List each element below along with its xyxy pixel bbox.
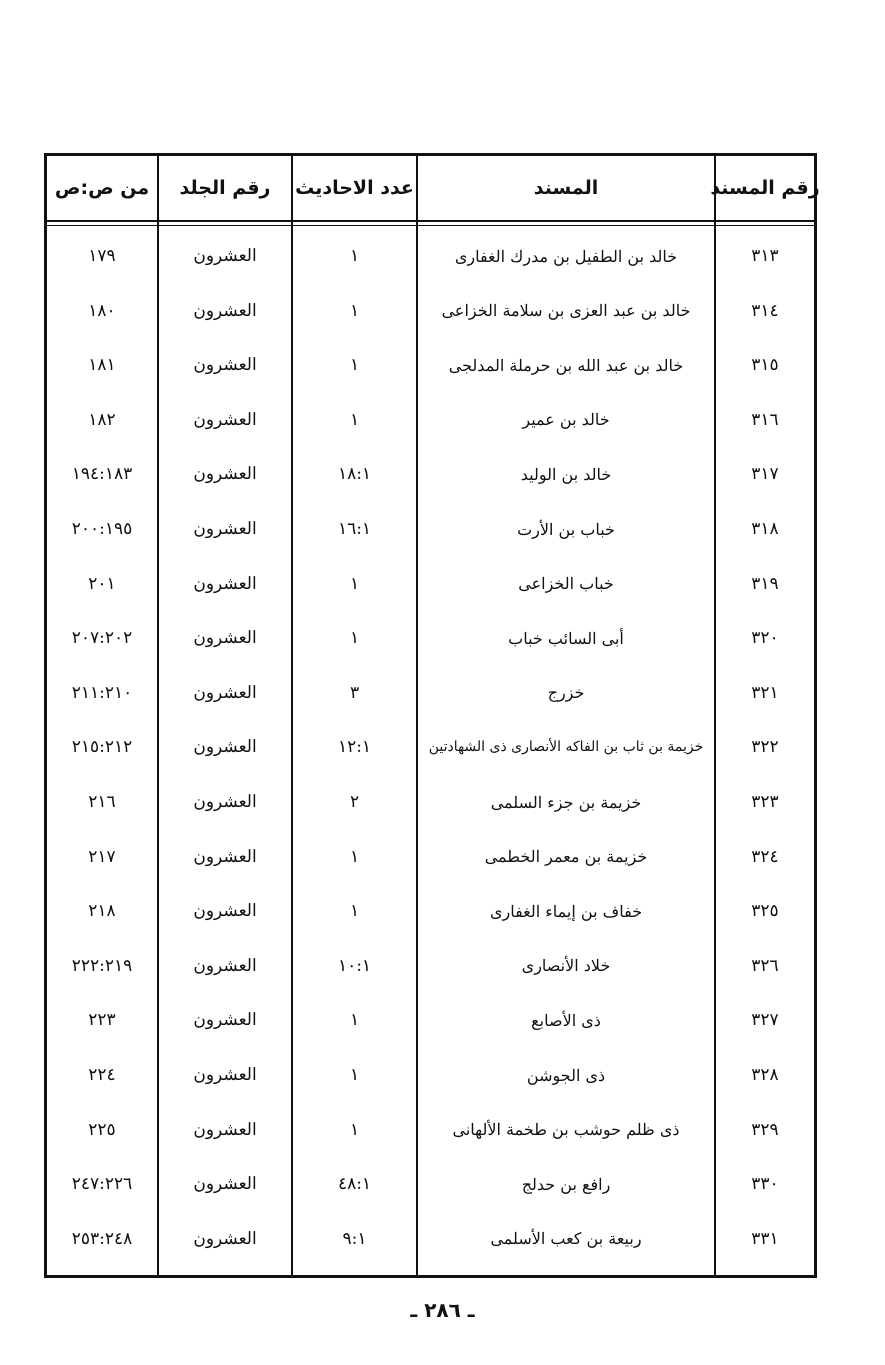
cell-pages: ١٩٤:١٨٣	[71, 464, 133, 485]
table-row	[47, 611, 814, 665]
cell-hadith-count: ١	[349, 355, 360, 376]
cell-musnad-number: ٣٢٦	[751, 955, 779, 976]
table-row	[47, 229, 814, 283]
table-row	[47, 502, 814, 556]
cell-musnad-number: ٣١٧	[751, 464, 779, 485]
cell-musnad: خلاد الأنصارى	[521, 956, 611, 976]
cell-hadith-count: ١٢:١	[337, 737, 372, 758]
cell-volume: العشرون	[193, 737, 257, 758]
cell-pages: ٢٢٣	[88, 1010, 116, 1031]
cell-musnad: خالد بن عبد الله بن حرملة المدلجى	[448, 355, 684, 375]
cell-pages: ٢١٦	[88, 792, 116, 812]
cell-hadith-count: ٣	[349, 682, 360, 703]
cell-hadith-count: ١	[349, 1010, 360, 1031]
cell-musnad: ذى الأصابع	[531, 1010, 601, 1030]
header-pages: من ص:ص	[54, 177, 150, 199]
cell-musnad: خباب بن الأرت	[517, 519, 615, 539]
table-row	[47, 1157, 814, 1211]
table-row	[47, 830, 814, 884]
table-row	[47, 338, 814, 392]
table-row	[47, 1212, 814, 1266]
cell-musnad-number: ٣١٩	[751, 573, 779, 594]
cell-volume: العشرون	[193, 1065, 257, 1085]
cell-volume: العشرون	[193, 355, 257, 376]
cell-musnad-number: ٣٣٠	[751, 1174, 779, 1195]
cell-pages: ٢١٧	[88, 846, 116, 867]
cell-hadith-count: ١٦:١	[337, 519, 372, 539]
cell-musnad-number: ٣١٥	[751, 355, 779, 376]
cell-musnad-number: ٣٢٠	[751, 628, 779, 649]
cell-pages: ٢١٨	[88, 901, 116, 922]
cell-volume: العشرون	[193, 573, 257, 594]
cell-pages: ٢٠١	[88, 573, 116, 594]
table-row	[47, 284, 814, 338]
musnad-index-table	[44, 153, 820, 1278]
cell-volume: العشرون	[193, 409, 257, 430]
table-row	[47, 720, 814, 774]
cell-musnad: رافع بن حدلج	[521, 1174, 611, 1194]
cell-volume: العشرون	[193, 901, 257, 922]
cell-musnad: خالد بن عمير	[522, 410, 610, 430]
table-row	[47, 666, 814, 720]
cell-musnad-number: ٣١٦	[751, 409, 779, 430]
cell-hadith-count: ١	[349, 409, 360, 430]
page-number: ـ ٢٨٦ ـ	[410, 1298, 475, 1322]
cell-musnad-number: ٣١٣	[751, 246, 779, 266]
cell-pages: ٢١١:٢١٠	[71, 682, 133, 703]
cell-pages: ٢٢٥	[88, 1119, 116, 1140]
table-row	[47, 939, 814, 993]
cell-volume: العشرون	[193, 1228, 257, 1249]
cell-musnad: خزيمة بن معمر الخطمى	[484, 847, 648, 867]
cell-volume: العشرون	[193, 628, 257, 649]
cell-pages: ١٧٩	[88, 246, 116, 266]
table-row	[47, 775, 814, 829]
cell-hadith-count: ١	[349, 901, 360, 922]
cell-musnad-number: ٣٢١	[751, 682, 779, 703]
cell-volume: العشرون	[193, 792, 257, 812]
cell-musnad: ذى ظلم حوشب بن طخمة الألهانى	[452, 1120, 680, 1140]
cell-musnad: خفاف بن إيماء الغفارى	[489, 901, 643, 921]
cell-hadith-count: ٤٨:١	[337, 1174, 372, 1195]
cell-pages: ١٨٠	[88, 300, 116, 321]
cell-musnad: ذى الجوشن	[526, 1065, 606, 1085]
cell-hadith-count: ٢	[349, 792, 360, 812]
cell-hadith-count: ١	[349, 573, 360, 594]
cell-musnad: أبى السائب خباب	[508, 628, 624, 648]
cell-volume: العشرون	[193, 1010, 257, 1031]
cell-volume: العشرون	[193, 682, 257, 703]
cell-volume: العشرون	[193, 246, 257, 266]
cell-pages: ٢٢٤	[88, 1065, 116, 1085]
cell-hadith-count: ١	[349, 1065, 360, 1085]
header-divider	[47, 220, 814, 222]
header-musnad: المسند	[533, 177, 599, 199]
table-row	[47, 884, 814, 938]
cell-pages: ٢٤٧:٢٢٦	[71, 1174, 133, 1195]
header-musnad-number: رقم المسند	[710, 177, 820, 199]
cell-pages: ٢٠٠:١٩٥	[71, 519, 133, 539]
cell-musnad-number: ٣١٨	[751, 519, 779, 539]
cell-volume: العشرون	[193, 300, 257, 321]
cell-hadith-count: ١	[349, 628, 360, 649]
cell-pages: ١٨١	[88, 355, 116, 376]
cell-volume: العشرون	[193, 519, 257, 539]
table-row	[47, 1048, 814, 1102]
cell-pages: ٢٢٢:٢١٩	[71, 955, 133, 976]
cell-musnad-number: ٣٢٢	[751, 737, 779, 758]
cell-hadith-count: ١	[349, 1119, 360, 1140]
cell-musnad-number: ٣٢٨	[751, 1065, 779, 1085]
cell-volume: العشرون	[193, 464, 257, 485]
cell-volume: العشرون	[193, 846, 257, 867]
cell-pages: ٢١٥:٢١٢	[71, 737, 133, 758]
cell-pages: ٢٠٧:٢٠٢	[71, 628, 133, 649]
cell-musnad-number: ٣١٤	[751, 300, 779, 321]
cell-musnad-number: ٣٢٥	[751, 901, 779, 922]
cell-pages: ٢٥٣:٢٤٨	[71, 1228, 133, 1249]
cell-volume: العشرون	[193, 955, 257, 976]
cell-pages: ١٨٢	[88, 409, 116, 430]
cell-musnad-number: ٣٢٩	[751, 1119, 779, 1140]
header-divider-double	[47, 225, 814, 226]
cell-hadith-count: ١٨:١	[337, 464, 372, 485]
table-row	[47, 557, 814, 611]
cell-hadith-count: ١٠:١	[337, 955, 372, 976]
cell-musnad: خالد بن الطفيل بن مدرك الغفارى	[454, 246, 678, 266]
table-row	[47, 993, 814, 1047]
cell-hadith-count: ١	[349, 246, 360, 266]
cell-hadith-count: ١	[349, 300, 360, 321]
table-row	[47, 1103, 814, 1157]
cell-musnad: خالد بن عبد العزى بن سلامة الخزاعى	[441, 301, 691, 321]
cell-volume: العشرون	[193, 1174, 257, 1195]
cell-volume: العشرون	[193, 1119, 257, 1140]
header-hadith-count: عدد الاحاديث	[295, 177, 414, 199]
cell-musnad: خزرج	[547, 683, 585, 703]
cell-musnad: خباب الخزاعى	[518, 574, 614, 594]
table-row	[47, 393, 814, 447]
cell-musnad-number: ٣٢٧	[751, 1010, 779, 1031]
cell-hadith-count: ٩:١	[342, 1228, 367, 1249]
cell-musnad: خالد بن الوليد	[520, 464, 612, 484]
cell-hadith-count: ١	[349, 846, 360, 867]
cell-musnad-number: ٣٢٤	[751, 846, 779, 867]
cell-musnad: ربيعة بن كعب الأسلمى	[490, 1229, 642, 1249]
cell-musnad-number: ٣٣١	[751, 1228, 779, 1249]
header-volume: رقم الجلد	[179, 177, 271, 199]
table-row	[47, 447, 814, 501]
cell-musnad: خزيمة بن ثاب بن الفاكه الأنصارى ذى الشهادتين	[428, 739, 704, 756]
cell-musnad-number: ٣٢٣	[751, 792, 779, 812]
cell-musnad: خزيمة بن جزء السلمى	[490, 792, 642, 812]
